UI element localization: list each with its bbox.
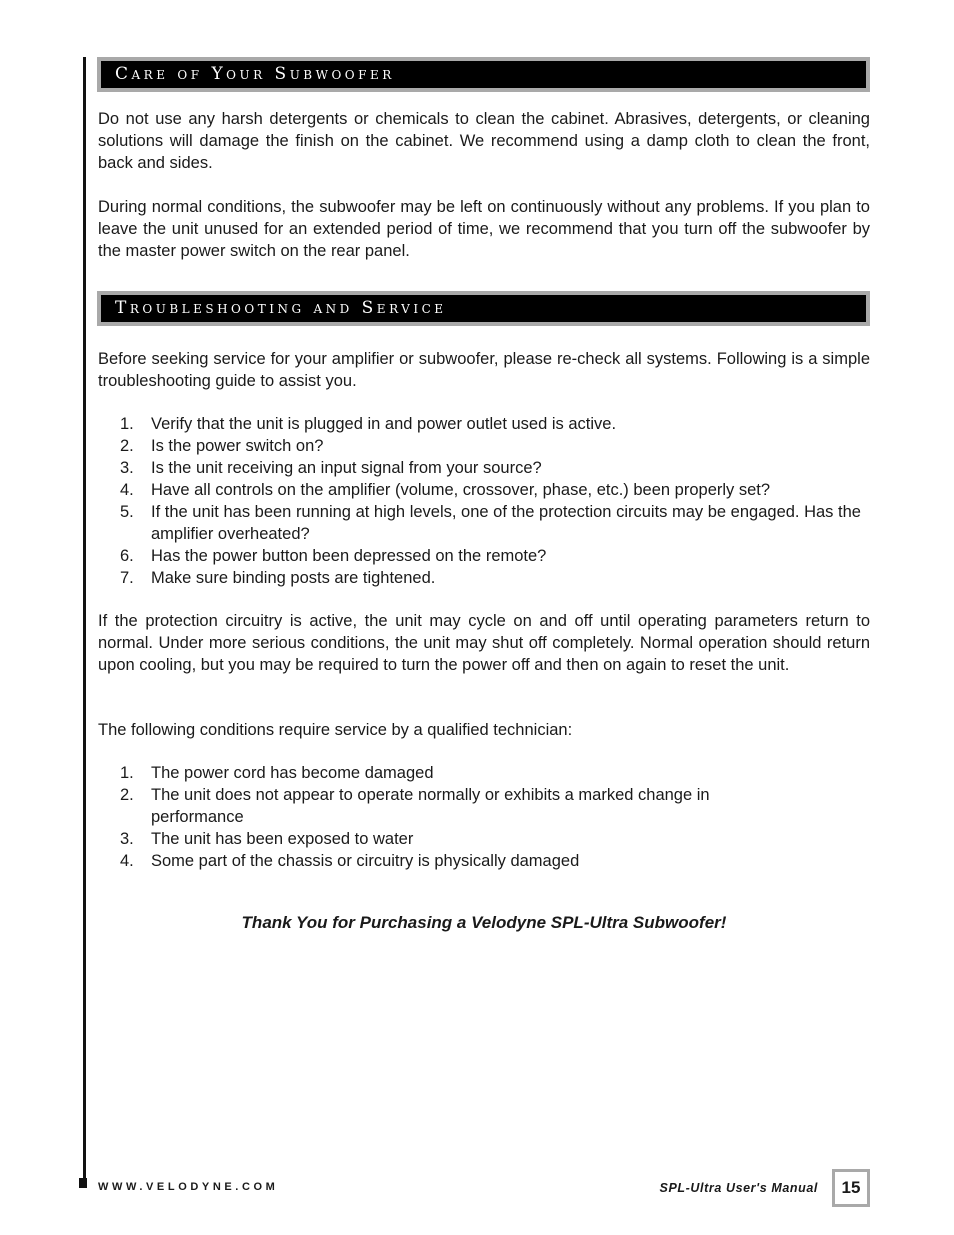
service-conditions-list	[98, 762, 718, 872]
troubleshooting-section-header	[97, 291, 870, 326]
list-item-number: 4.	[120, 481, 134, 499]
left-margin-marker	[79, 1178, 87, 1188]
care-section-title: Care of Your Subwoofer	[101, 61, 866, 88]
troubleshooting-intro: Before seeking service for your amplifier or subwoofer, please re-check all systems. Following is a simple troubleshooting guide to assist you.	[98, 350, 870, 390]
list-item	[98, 545, 870, 567]
list-item-text: Have all controls on the amplifier (volume, crossover, phase, etc.) been properly set?	[151, 481, 771, 499]
list-item	[98, 828, 718, 850]
list-item-text: Some part of the chassis or circuitry is physically damaged	[151, 852, 580, 870]
protection-paragraph: If the protection circuitry is active, the unit may cycle on and off until operating parameters return to normal. Under more serious conditions, the unit may shut off completely. Normal operation should return upon cooling, but you may be required to turn the power off and then on again to reset the unit.	[98, 612, 870, 674]
list-item-text: Is the unit receiving an input signal from your source?	[151, 459, 542, 477]
list-item	[98, 567, 870, 589]
list-item-text: The unit does not appear to operate normally or exhibits a marked change in performance	[151, 786, 710, 826]
footer-website-url: WWW.VELODYNE.COM	[98, 1181, 279, 1193]
list-item	[98, 850, 718, 872]
list-item-number: 5.	[120, 503, 134, 521]
troubleshooting-section-title: Troubleshooting and Service	[101, 295, 866, 322]
footer-manual-title: SPL-Ultra User's Manual	[659, 1181, 818, 1195]
list-item	[98, 762, 718, 784]
list-item-number: 6.	[120, 547, 134, 565]
page-number: 15	[835, 1172, 867, 1204]
list-item-number: 1.	[120, 415, 134, 433]
list-item	[98, 435, 870, 457]
list-item-number: 3.	[120, 830, 134, 848]
thank-you-message: Thank You for Purchasing a Velodyne SPL-Ultra Subwoofer!	[241, 913, 727, 932]
list-item-number: 4.	[120, 852, 134, 870]
list-item-text: If the unit has been running at high levels, one of the protection circuits may be engaged. Has the amplifier overheated?	[151, 503, 861, 543]
list-item-text: Verify that the unit is plugged in and power outlet used is active.	[151, 415, 617, 433]
list-item-text: The unit has been exposed to water	[151, 830, 414, 848]
page-number-box	[832, 1169, 870, 1207]
list-item	[98, 784, 718, 828]
care-section-header	[97, 57, 870, 92]
list-item-text: The power cord has become damaged	[151, 764, 434, 782]
service-intro: The following conditions require service by a qualified technician:	[98, 721, 573, 739]
list-item	[98, 413, 870, 435]
care-paragraph-1: Do not use any harsh detergents or chemicals to clean the cabinet. Abrasives, detergents, or cleaning solutions will damage the finish on the cabinet. We recommend using a damp cloth to clean the front, back and sides.	[98, 110, 870, 172]
list-item-number: 7.	[120, 569, 134, 587]
care-paragraph-2: During normal conditions, the subwoofer may be left on continuously without any problems. If you plan to leave the unit unused for an extended period of time, we recommend that you turn off the subwoofer by the master power switch on the rear panel.	[98, 198, 870, 260]
list-item-text: Has the power button been depressed on the remote?	[151, 547, 547, 565]
list-item-number: 2.	[120, 786, 134, 804]
list-item	[98, 457, 870, 479]
list-item	[98, 479, 870, 501]
list-item	[98, 501, 870, 545]
troubleshooting-checklist	[98, 413, 870, 589]
list-item-number: 1.	[120, 764, 134, 782]
list-item-number: 2.	[120, 437, 134, 455]
left-margin-rule	[83, 57, 86, 1187]
list-item-text: Is the power switch on?	[151, 437, 324, 455]
list-item-text: Make sure binding posts are tightened.	[151, 569, 436, 587]
list-item-number: 3.	[120, 459, 134, 477]
